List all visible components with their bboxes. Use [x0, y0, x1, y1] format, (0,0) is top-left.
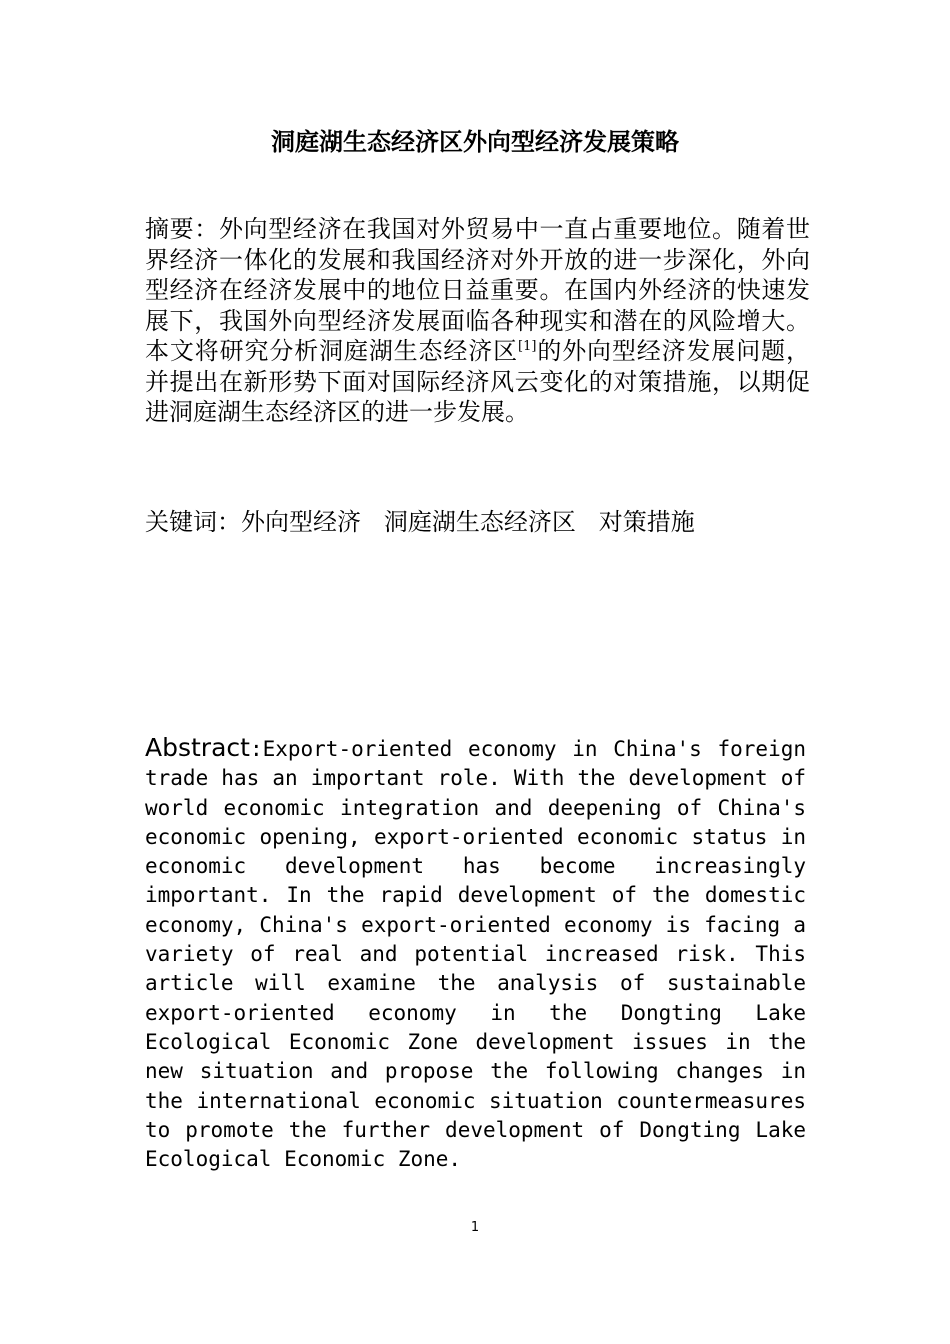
reference-marker[interactable]: [1] — [518, 339, 537, 354]
page-number: 1 — [470, 1220, 480, 1235]
chinese-abstract-text-2: 的外向型经济发展问题，并提出在新形势下面对国际经济风云变化的对策措施，以期促进洞庭湖生态经济区的进一步发展。 — [145, 337, 811, 426]
english-abstract-label: Abstract — [145, 733, 250, 762]
keywords-line: 关键词：外向型经济 洞庭湖生态经济区 对策措施 — [145, 508, 695, 536]
chinese-abstract — [145, 214, 810, 428]
chinese-abstract-label: 摘要： — [145, 215, 219, 243]
chinese-abstract-text-1: 外向型经济在我国对外贸易中一直占重要地位。随着世界经济一体化的发展和我国经济对外开放的进一步深化，外向型经济在经济发展中的地位日益重要。在国内外经济的快速发展下，我国外向型经济发展面临各种现实和潜在的风险增大。本文将研究分析洞庭湖生态经济区 — [145, 215, 811, 365]
english-abstract-text: :Export-oriented economy in China's foreign trade has an important role. With the development of world economic integration and deepening of China's economic opening, export-oriented economic status in economic development has become increasingly important. In the rapid development of the domestic economy, China's export-oriented economy is facing a variety of real and potential increased risk. This article will examine the analysis of sustainable export-oriented economy in the Dongting Lake Ecological Economic Zone development issues in the new situation and propose the following changes in the international economic situation countermeasures to promote the further development of Dongting Lake Ecological Economic Zone. — [145, 737, 806, 1172]
document-title: 洞庭湖生态经济区外向型经济发展策略 — [271, 128, 679, 156]
english-abstract — [145, 733, 806, 1174]
